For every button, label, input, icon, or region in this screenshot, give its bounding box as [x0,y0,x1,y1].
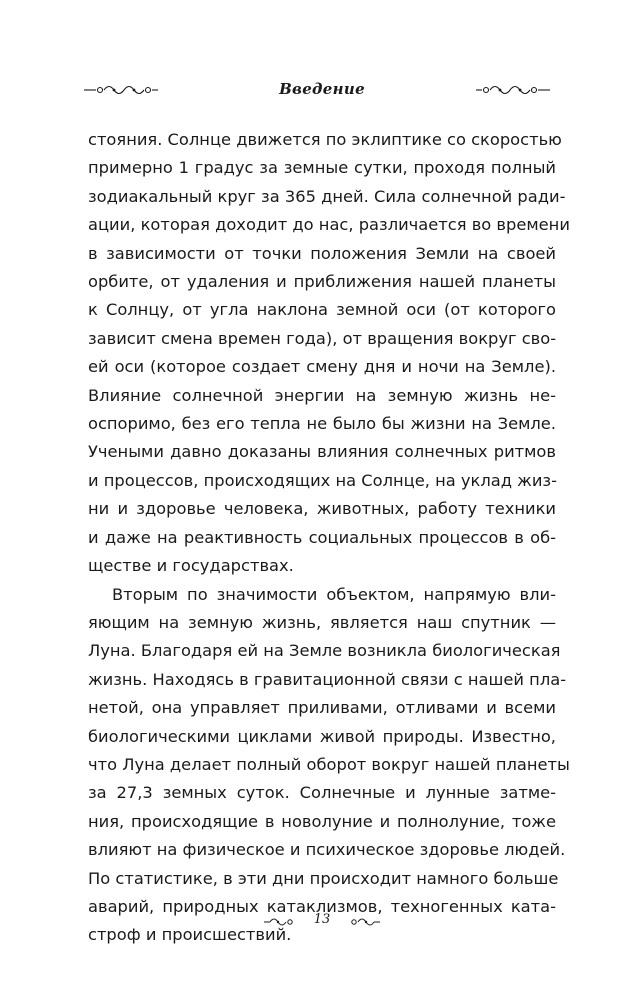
text-line: зависит смена времен года), от вращения вокруг сво- [88,328,557,348]
text-line: что Луна делает полный оборот вокруг нашей планеты [88,754,570,774]
text-line: строф и происшествий. [88,925,292,945]
text-line: По статистике, в эти дни происходит намного больше [88,868,559,888]
text-line: ния, происходящие в новолуние и полнолуние, тоже [88,811,556,831]
text-line: Вторым по значимости объектом, напрямую вли- [112,584,556,604]
page-footer [0,910,644,936]
text-line: стояния. Солнце движется по эклиптике со скоростью [88,130,562,149]
text-line: нетой, она управляет приливами, отливами и всеми [88,698,556,718]
text-line: оспоримо, без его тепла не было бы жизни на Земле. [88,414,556,434]
text-line: аварий, природных катаклизмов, техногенных ката- [88,896,556,916]
text-line: ществе и государствах. [88,556,294,576]
paragraph-2 [88,581,570,950]
text-line: в зависимости от точки положения Земли на своей [88,243,556,263]
text-line: жизнь. Находясь в гравитационной связи с нашей пла- [88,669,567,689]
text-line: биологическими циклами живой природы. Известно, [88,726,556,746]
chapter-title: Введение [279,80,365,98]
text-line: ни и здоровье человека, животных, работу техники [88,499,556,519]
small-flourish-ornament-right-icon [346,912,382,932]
text-line: Учеными давно доказаны влияния солнечных ритмов [88,442,556,462]
page-number: 13 [313,912,331,927]
text-line: влияют на физическое и психическое здоровье людей. [88,840,566,860]
body-text [88,126,570,950]
text-line: Луна. Благодаря ей на Земле возникла биологическая [88,641,561,661]
text-line: и процессов, происходящих на Солнце, на уклад жиз- [88,470,557,490]
running-header [0,78,644,108]
text-line: зодиакальный круг за 365 дней. Сила солнечной ради- [88,186,566,206]
text-line: и даже на реактивность социальных процессов в об- [88,527,556,547]
text-line: Влияние солнечной энергии на земную жизнь не- [88,385,556,405]
text-line: ации, которая доходит до нас, различается во времени [88,215,570,235]
text-line: к Солнцу, от угла наклона земной оси (от которого [88,300,556,320]
text-line: ей оси (которое создает смену дня и ночи на Земле). [88,357,556,377]
paragraph-1 [88,126,570,581]
text-line: примерно 1 градус за земные сутки, проходя полный [88,158,556,178]
text-line: яющим на земную жизнь, является наш спутник — [88,612,556,632]
flourish-ornament-right-icon [474,78,552,102]
text-line: орбите, от удаления и приближения нашей планеты [88,272,556,292]
text-line: за 27,3 земных суток. Солнечные и лунные затме- [88,783,556,803]
